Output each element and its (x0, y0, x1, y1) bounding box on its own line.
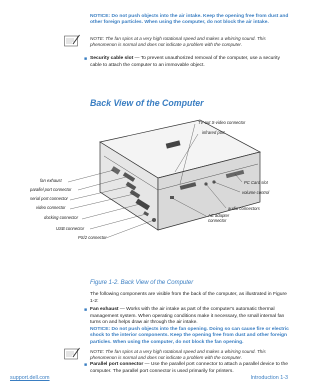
notice-fan-opening: NOTICE: Do not push objects into the fan opening. Doing so can cause fire or electric shock to the interior components. Keep the opening free from dust and other foreign particles. When using the computer, do not block the fan opening. (90, 327, 289, 345)
label-pc-card: PC Card slot (244, 180, 268, 185)
term-parallel-port: Parallel port connector (90, 362, 144, 367)
bullet-marker: ■ (84, 56, 88, 62)
bullet-fan-exhaust (84, 307, 290, 327)
note-fan-noise: NOTE: The fan spins at a very high rotational speed and makes a whirring sound. This phenomenon is normal and does not indicate a problem with the computer. (90, 36, 266, 48)
footer-page-number: Introduction 1-3 (250, 375, 288, 381)
bullet-marker: ■ (84, 362, 88, 368)
label-ps2: PS/2 connector (78, 235, 107, 240)
label-fan-exhaust: fan exhaust (40, 178, 62, 183)
bullet-parallel-port (84, 362, 290, 375)
label-docking: docking connector (44, 215, 78, 220)
label-video: video connector (36, 205, 66, 210)
bullet-security-cable-slot (84, 56, 290, 69)
bullet-marker: ■ (84, 307, 88, 313)
note-fan-noise-2: NOTE: The fan spins at a very high rotational speed and makes a whirring sound. This phenomenon is normal and does not indicate a problem with the computer. (90, 349, 266, 361)
term-security-cable-slot: Security cable slot (90, 56, 134, 61)
label-serial: serial port connector (30, 196, 68, 201)
notice-air-intake: NOTICE: Do not push objects into the air intake. Keep the opening free from dust and other foreign particles. When using the computer, do not block the air intake. (90, 14, 289, 26)
desc-fan-exhaust: — Works with the air intake as part of the computer's automatic thermal management system. When operating conditions make it necessary, the small internal fan turns on and helps draw air through the air intake. (90, 307, 285, 326)
note-pencil-icon (64, 34, 80, 47)
label-tv-out: TV-out S-video connector (198, 120, 246, 125)
back-view-illustration (30, 112, 290, 277)
intro-paragraph: The following components are visible from the back of the computer, as illustrated in Figure 1-2: (90, 292, 287, 304)
figure-caption: Figure 1-2. Back View of the Computer (90, 280, 194, 286)
desc-parallel-port: — Use the parallel port connector to attach a parallel device to the computer. The parallel port connector is used primarily for printers. (90, 362, 288, 374)
label-ac-adapter-connector: connector (208, 218, 227, 223)
label-audio: audio connectors (228, 206, 260, 211)
desc-security-cable-slot: — To prevent unauthorized removal of the computer, use a security cable to attach the computer to an immovable object. (90, 56, 280, 68)
label-volume: volume control (242, 190, 270, 195)
footer-support-link[interactable]: support.dell.com (10, 375, 50, 381)
note-pencil-icon (64, 347, 80, 360)
label-ac-adapter: AC adapter (208, 213, 230, 218)
label-parallel: parallel port connector (30, 187, 72, 192)
section-heading-back-view: Back View of the Computer (90, 98, 204, 108)
label-usb: USB connector (56, 226, 85, 231)
label-infrared: infrared port (202, 130, 225, 135)
term-fan-exhaust: Fan exhaust (90, 307, 119, 312)
